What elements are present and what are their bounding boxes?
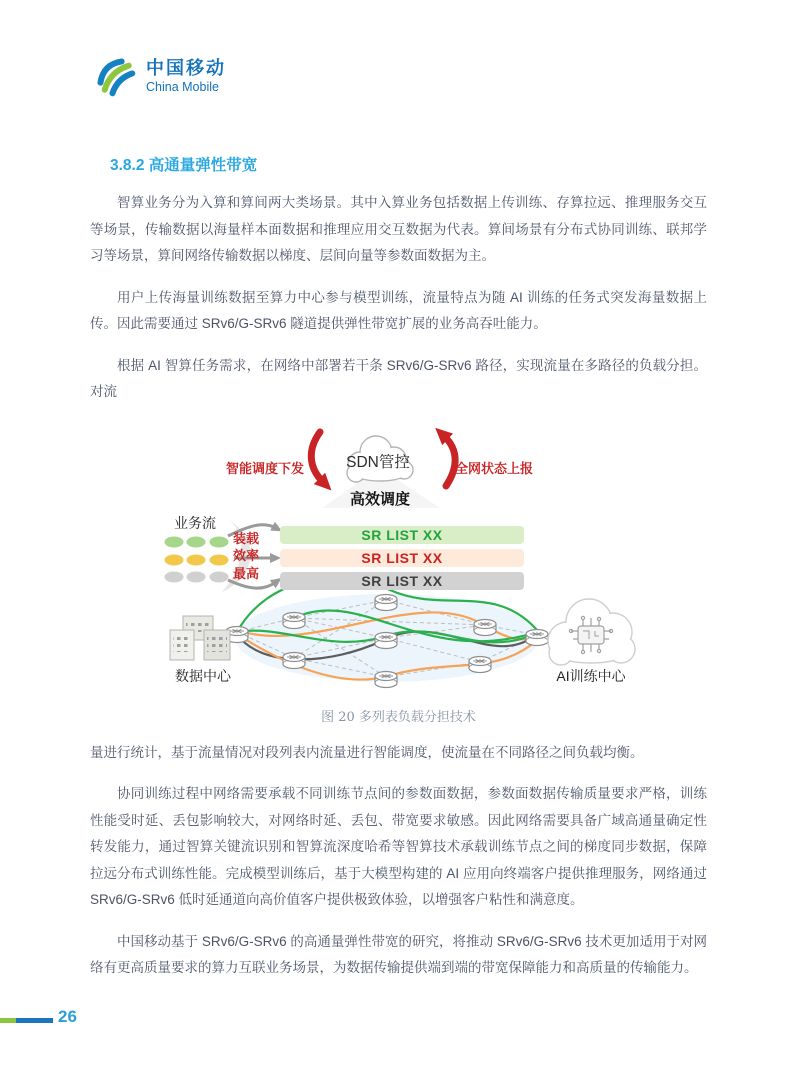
logo-cn-text: 中国移动 [146, 58, 226, 79]
router-icon [375, 632, 397, 648]
router-icon [375, 671, 397, 687]
router-icon [283, 612, 305, 628]
paragraph-4: 量进行统计，基于流量情况对段列表内流量进行智能调度，使流量在不同路径之间负载均衡。 [90, 744, 644, 760]
service-flow-label: 业务流 [174, 514, 216, 531]
dispatch-down-label: 智能调度下发 [225, 460, 304, 476]
report-up-label: 全网状态上报 [455, 460, 534, 476]
ai-center-label: AI训练中心 [556, 667, 626, 684]
sr-list-bar-green: SR LIST XX [280, 526, 524, 544]
paragraph-5: 协同训练过程中网络需要承载不同训练节点间的参数面数据，参数面数据传输质量要求严格，训练性能受时延、丢包影响较大，对网络时延、丢包、带宽要求敏感。因此网络需要具备广域高通量确定性转发能力，通过智算关键流识别和智算流深度哈希等智算技术承载训练节点之间的梯度同步数据，保障拉远分布式训练性能。完成模型训练后，基于大模型构建的 AI 应用向终端客户提供推理服务，网络通过 SRv6/G-SRv6 低时延通道向高价值客户提供极致体验，以增强客户粘性和满意度。 [90, 786, 707, 907]
logo-en-text: China Mobile [146, 80, 219, 95]
footer-accent-green [0, 1018, 16, 1023]
report-up-arrow [444, 436, 455, 486]
china-mobile-logo-icon [95, 56, 137, 98]
dispatch-down-arrow [311, 432, 323, 482]
datacenter-label: 数据中心 [175, 667, 231, 684]
load-efficiency-note: 装载 效率 最高 [233, 530, 260, 581]
paragraph-1: 智算业务分为入算和算间两大类场景。其中入算业务包括数据上传训练、存算拉远、推理服务交互等场景，传输数据以海量样本面数据和推理应用交互数据为代表。算间场景有分布式协同训练、联邦学习等场景，算间网络传输数据以梯度、层间向量等参数面数据为主。 [90, 195, 707, 263]
dispatch-label: 高效调度 [349, 490, 410, 508]
router-icon [469, 656, 491, 672]
china-mobile-logo [95, 56, 226, 98]
sr-list-bar-orange: SR LIST XX [280, 549, 524, 567]
figure-load-balancing-diagram [162, 428, 662, 694]
ai-cloud-shape [548, 599, 635, 665]
page-number: 26 [58, 1007, 77, 1026]
router-icon [474, 619, 496, 635]
paragraph-2: 用户上传海量训练数据至算力中心参与模型训练，流量特点为随 AI 训练的任务式突发海量数据上传。因此需要通过 SRv6/G-SRv6 隧道提供弹性带宽扩展的业务高吞吐能力。 [90, 289, 707, 331]
datacenter-icon [170, 616, 230, 660]
paragraph-6: 中国移动基于 SRv6/G-SRv6 的高通量弹性带宽的研究，将推动 SRv6/G-SRv6 技术更加适用于对网络有更高质量要求的算力互联业务场景，为数据传输提供端到端的带宽保障能力和高质量的传输能力。 [90, 933, 707, 975]
router-icon [375, 594, 397, 610]
router-icon [526, 629, 548, 645]
paragraph-3: 根据 AI 智算任务需求，在网络中部署若干条 SRv6/G-SRv6 路径，实现流量在多路径的负载分担。对流 [90, 357, 707, 399]
service-flow-dots [165, 536, 229, 582]
sr-list-bar-gray: SR LIST XX [280, 572, 524, 590]
sdn-cloud-label: SDN管控 [346, 453, 410, 471]
router-icon [283, 652, 305, 668]
footer-accent-blue [16, 1018, 53, 1023]
main-content [90, 153, 707, 982]
figure-caption: 图 20 多列表负载分担技术 [321, 709, 476, 725]
section-heading: 3.8.2 高通量弹性带宽 [110, 157, 258, 174]
